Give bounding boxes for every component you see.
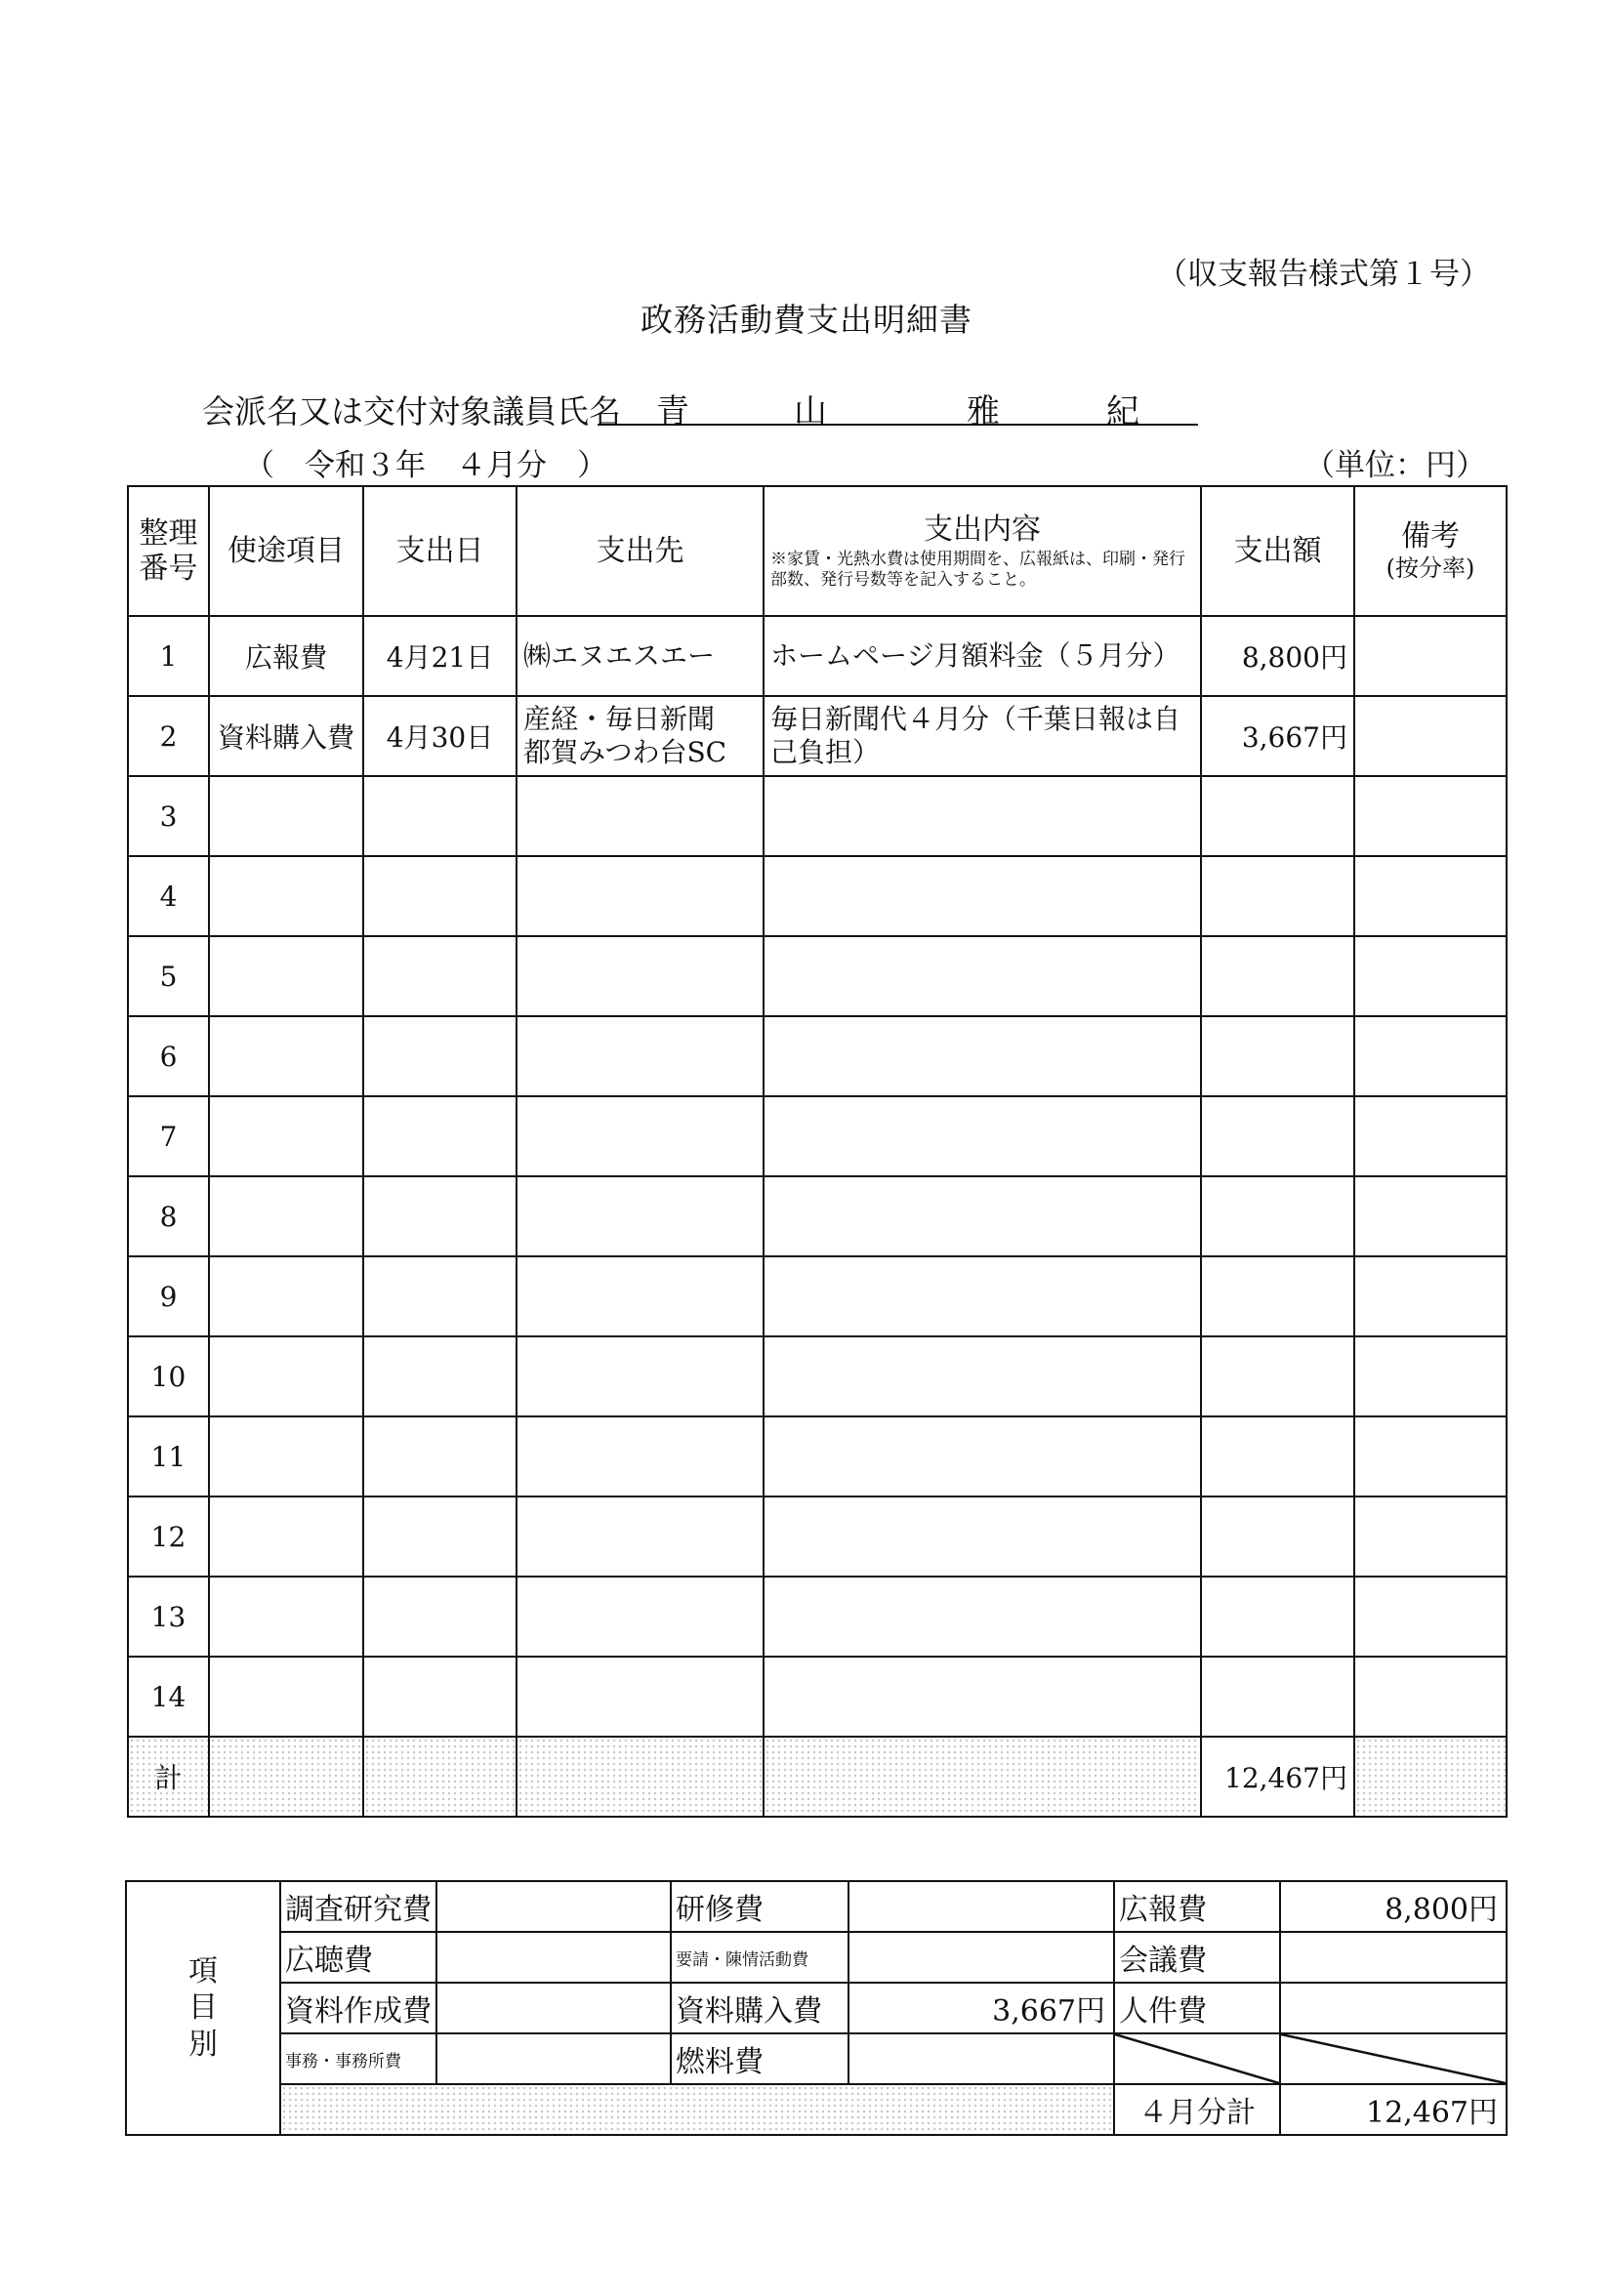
- row-date: [363, 1016, 517, 1096]
- row-date: [363, 1496, 517, 1577]
- row-content: [764, 1336, 1201, 1416]
- summary-label: 事務・事務所費: [280, 2033, 436, 2084]
- row-payee: [517, 1577, 764, 1657]
- table-row: [128, 1016, 1507, 1096]
- row-payee: [517, 1416, 764, 1496]
- unused-cell: [1280, 2033, 1507, 2084]
- total-label: 計: [128, 1737, 209, 1817]
- row-payee: [517, 1016, 764, 1096]
- row-content: [764, 1657, 1201, 1737]
- row-usage: [209, 1256, 363, 1336]
- table-row: [128, 1256, 1507, 1336]
- summary-label: 要請・陳情活動費: [671, 1932, 848, 1983]
- row-remarks: [1354, 1016, 1507, 1096]
- row-date: [363, 1096, 517, 1176]
- row-usage: [209, 1657, 363, 1737]
- row-usage: [209, 1096, 363, 1176]
- row-content: [764, 936, 1201, 1016]
- total-row: [128, 1737, 1507, 1817]
- row-no: 1: [128, 616, 209, 696]
- row-payee: [517, 936, 764, 1016]
- summary-label: 広聴費: [280, 1932, 436, 1983]
- table-row: [128, 1416, 1507, 1496]
- row-usage: [209, 1416, 363, 1496]
- row-date: 4月30日: [363, 696, 517, 776]
- row-content: 毎日新聞代４月分（千葉日報は自己負担）: [764, 696, 1201, 776]
- table-row: [128, 696, 1507, 776]
- total-amount: 12,467円: [1201, 1737, 1354, 1817]
- table-row: [128, 1657, 1507, 1737]
- row-content: [764, 1577, 1201, 1657]
- table-row: [128, 1096, 1507, 1176]
- row-date: [363, 1577, 517, 1657]
- row-no: 3: [128, 776, 209, 856]
- row-amount: [1201, 1416, 1354, 1496]
- row-amount: [1201, 1657, 1354, 1737]
- summary-amount: 8,800円: [1280, 1881, 1507, 1932]
- row-amount: [1201, 1336, 1354, 1416]
- row-content: [764, 1416, 1201, 1496]
- header-date: 支出日: [363, 486, 517, 616]
- header-remarks: [1354, 486, 1507, 616]
- row-usage: [209, 856, 363, 936]
- row-payee: [517, 1176, 764, 1256]
- row-remarks: [1354, 1336, 1507, 1416]
- table-row: [128, 1577, 1507, 1657]
- row-no: 7: [128, 1096, 209, 1176]
- summary-amount: 3,667円: [848, 1983, 1114, 2033]
- row-amount: [1201, 936, 1354, 1016]
- summary-label: 資料作成費: [280, 1983, 436, 2033]
- row-payee: 産経・毎日新聞 都賀みつわ台SC: [517, 696, 764, 776]
- row-remarks: [1354, 1096, 1507, 1176]
- row-amount: [1201, 1096, 1354, 1176]
- row-content: [764, 1256, 1201, 1336]
- row-no: 14: [128, 1657, 209, 1737]
- category-label: 項 目 別: [126, 1881, 280, 2135]
- row-date: [363, 1657, 517, 1737]
- row-usage: [209, 1176, 363, 1256]
- row-date: [363, 776, 517, 856]
- row-amount: 8,800円: [1201, 616, 1354, 696]
- summary-label: 研修費: [671, 1881, 848, 1932]
- row-usage: [209, 1577, 363, 1657]
- table-row: [128, 776, 1507, 856]
- summary-amount: [1280, 1932, 1507, 1983]
- row-amount: [1201, 856, 1354, 936]
- table-row: [128, 1176, 1507, 1256]
- summary-label: 広報費: [1114, 1881, 1280, 1932]
- row-no: 10: [128, 1336, 209, 1416]
- row-amount: [1201, 1496, 1354, 1577]
- row-usage: [209, 1336, 363, 1416]
- table-row: [128, 616, 1507, 696]
- row-no: 2: [128, 696, 209, 776]
- total-blank: [764, 1737, 1201, 1817]
- header-row: [128, 486, 1507, 616]
- row-remarks: [1354, 1416, 1507, 1496]
- header-amount: 支出額: [1201, 486, 1354, 616]
- row-content: [764, 1176, 1201, 1256]
- row-usage: [209, 776, 363, 856]
- row-payee: [517, 1336, 764, 1416]
- row-amount: [1201, 1256, 1354, 1336]
- row-remarks: [1354, 616, 1507, 696]
- header-content-note: ※家賃・光熱水費は使用期間を、広報紙は、印刷・発行部数、発行号数等を記入すること。: [770, 550, 1185, 590]
- row-date: [363, 1176, 517, 1256]
- member-name-char: 青: [656, 392, 689, 431]
- summary-label: 人件費: [1114, 1983, 1280, 2033]
- row-no: 11: [128, 1416, 209, 1496]
- summary-amount: [1280, 1983, 1507, 2033]
- summary-blank: [280, 2084, 1114, 2135]
- total-blank: [363, 1737, 517, 1817]
- table-row: [128, 856, 1507, 936]
- row-content: ホームページ月額料金（５月分）: [764, 616, 1201, 696]
- header-payee: 支出先: [517, 486, 764, 616]
- total-blank: [517, 1737, 764, 1817]
- row-usage: [209, 1016, 363, 1096]
- expense-detail-table: [127, 485, 1508, 1818]
- row-content: [764, 776, 1201, 856]
- category-summary-table: [125, 1880, 1508, 2136]
- table-row: [128, 936, 1507, 1016]
- header-remarks-label: 備考: [1401, 519, 1460, 554]
- table-row: [128, 1496, 1507, 1577]
- row-date: [363, 1256, 517, 1336]
- row-usage: 広報費: [209, 616, 363, 696]
- summary-label: 資料購入費: [671, 1983, 848, 2033]
- row-no: 9: [128, 1256, 209, 1336]
- row-payee: [517, 1256, 764, 1336]
- row-no: 6: [128, 1016, 209, 1096]
- month-total-amount: 12,467円: [1280, 2084, 1507, 2135]
- member-name-char: 紀: [1106, 392, 1139, 431]
- header-no: 整理 番号: [128, 486, 209, 616]
- total-blank: [209, 1737, 363, 1817]
- header-usage: 使途項目: [209, 486, 363, 616]
- header-content-label: 支出内容: [924, 512, 1041, 548]
- row-payee: ㈱エヌエスエー: [517, 616, 764, 696]
- header-content: [764, 486, 1201, 616]
- row-remarks: [1354, 1176, 1507, 1256]
- summary-label: 会議費: [1114, 1932, 1280, 1983]
- report-period: （ 令和３年 ４月分 ）: [244, 448, 607, 483]
- row-payee: [517, 1096, 764, 1176]
- row-no: 4: [128, 856, 209, 936]
- row-amount: [1201, 1016, 1354, 1096]
- total-blank: [1354, 1737, 1507, 1817]
- row-remarks: [1354, 936, 1507, 1016]
- summary-amount: [436, 2033, 671, 2084]
- summary-amount: [848, 1881, 1114, 1932]
- row-date: [363, 936, 517, 1016]
- row-no: 5: [128, 936, 209, 1016]
- unused-cell: [1114, 2033, 1280, 2084]
- member-name-label: 会派名又は交付対象議員氏名: [202, 392, 621, 430]
- header-remarks-sub: (按分率): [1386, 554, 1475, 583]
- row-remarks: [1354, 776, 1507, 856]
- row-content: [764, 1016, 1201, 1096]
- table-row: [128, 1336, 1507, 1416]
- member-name-char: 雅: [967, 392, 1000, 431]
- row-usage: 資料購入費: [209, 696, 363, 776]
- document-title: 政務活動費支出明細書: [641, 301, 972, 339]
- row-date: 4月21日: [363, 616, 517, 696]
- row-content: [764, 1496, 1201, 1577]
- row-payee: [517, 1496, 764, 1577]
- row-payee: [517, 776, 764, 856]
- row-date: [363, 1336, 517, 1416]
- summary-amount: [436, 1983, 671, 2033]
- row-remarks: [1354, 1577, 1507, 1657]
- row-remarks: [1354, 1496, 1507, 1577]
- form-number: （収支報告様式第１号）: [1157, 257, 1490, 292]
- row-remarks: [1354, 1256, 1507, 1336]
- row-amount: [1201, 1577, 1354, 1657]
- row-payee: [517, 1657, 764, 1737]
- summary-amount: [436, 1881, 671, 1932]
- row-amount: [1201, 776, 1354, 856]
- row-no: 13: [128, 1577, 209, 1657]
- row-date: [363, 856, 517, 936]
- summary-amount: [436, 1932, 671, 1983]
- row-remarks: [1354, 856, 1507, 936]
- row-usage: [209, 936, 363, 1016]
- row-no: 12: [128, 1496, 209, 1577]
- row-content: [764, 1096, 1201, 1176]
- row-remarks: [1354, 696, 1507, 776]
- summary-label: 調査研究費: [280, 1881, 436, 1932]
- row-content: [764, 856, 1201, 936]
- row-payee: [517, 856, 764, 936]
- row-remarks: [1354, 1657, 1507, 1737]
- unit-label: （単位：円）: [1304, 448, 1486, 483]
- member-name-char: 山: [794, 392, 827, 431]
- month-total-label: ４月分計: [1114, 2084, 1280, 2135]
- row-date: [363, 1416, 517, 1496]
- summary-label: 燃料費: [671, 2033, 848, 2084]
- row-usage: [209, 1496, 363, 1577]
- row-amount: [1201, 1176, 1354, 1256]
- row-amount: 3,667円: [1201, 696, 1354, 776]
- summary-amount: [848, 1932, 1114, 1983]
- row-no: 8: [128, 1176, 209, 1256]
- summary-amount: [848, 2033, 1114, 2084]
